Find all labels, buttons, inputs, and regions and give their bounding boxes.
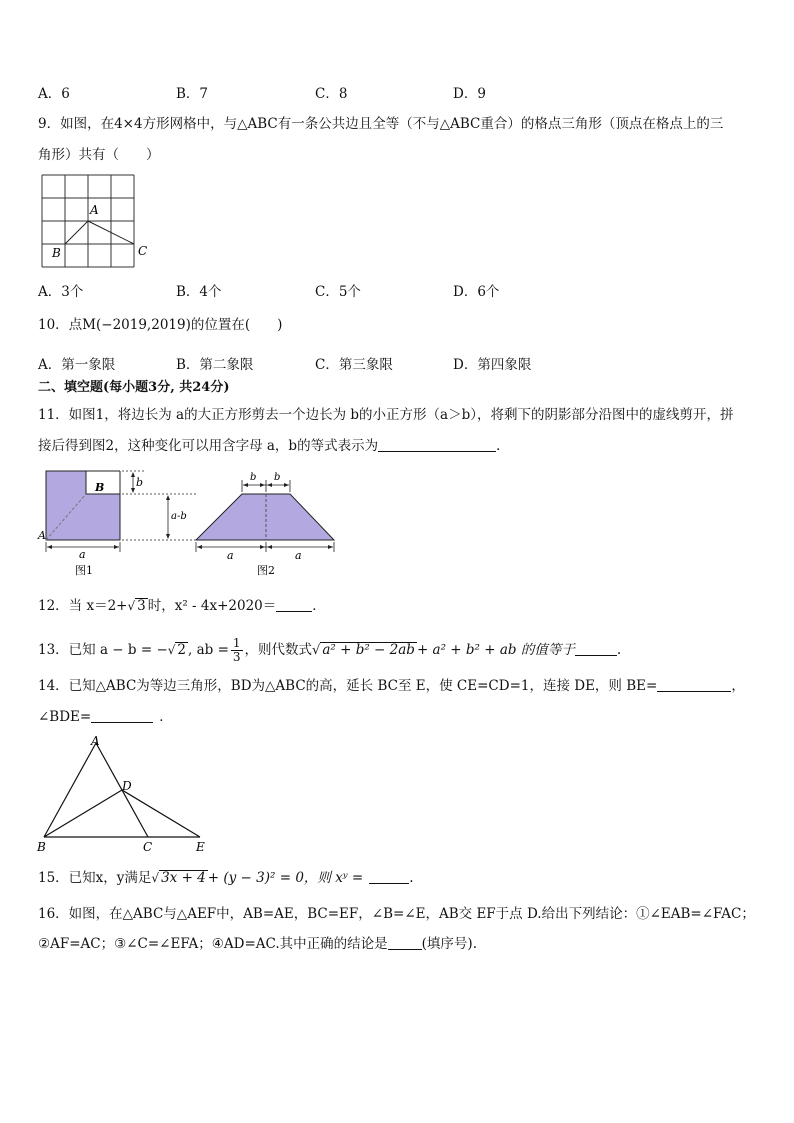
q13-numerator: 1 [232,636,241,650]
q9-text-line2: 角形）共有（ ） [38,147,160,163]
q16-line2-tail: (填序号). [421,936,477,952]
q14-text-line1 [38,676,745,696]
q8-option-b: B．7 [176,86,209,102]
q13-sqrt2: 2 [177,642,187,658]
fig1-label-a-minus-b: a-b [171,511,187,522]
q12-prefix: 12．当 x＝2+ [38,598,128,614]
q9-grid-figure [36,170,156,270]
q13-tail: + a² + b² + ab 的值等于 [416,642,575,658]
q12-mid: 时，x² - 4x+2020＝ [147,598,277,614]
q10-option-c: C．第三象限 [315,357,393,373]
q13-denominator: 3 [232,650,241,664]
q13-mid2: ，则代数式 [244,642,313,658]
q14-line2-period: ． [159,709,173,725]
section-2-heading: 二、填空题(每小题3分, 共24分) [38,380,230,395]
q15-prefix: 15．已知x，y满足 [38,870,152,886]
q9-option-c: C．5个 [315,284,361,300]
q16-text-line2 [38,934,477,954]
q9-options [38,280,758,300]
q14-answer-blank-be[interactable] [657,677,731,692]
q10-option-d: D．第四象限 [453,357,532,373]
q14-triangle-figure [34,733,224,857]
q11-figures [36,466,346,582]
q14-label-e: E [196,840,205,854]
fig2-label-b-left: b [250,472,257,483]
q8-options [38,82,758,102]
q8-option-c: C．8 [315,86,348,102]
q9-text-line1: 9．如图，在4×4方形网格中，与△ABC有一条公共边且全等（不与△ABC重合）的格点三角形（顶点在格点上的三 [38,116,724,132]
q13-suffix: . [616,642,622,658]
q15-sqrt: 3x + 4 [161,870,206,886]
fig2-label-b-right: b [274,472,281,483]
q16-answer-blank[interactable] [388,935,422,950]
fig1-label-a-side: a [79,548,86,561]
q13-sqrt-expr: a² + b² − 2ab [322,642,415,658]
fig1-caption: 图1 [75,564,93,577]
q10-text: 10．点M(−2019,2019)的位置在( ) [38,317,283,333]
q13-fraction [231,637,243,664]
q16-line2: ②AF=AC；③∠C=∠EFA；④AD=AC.其中正确的结论是 [38,936,388,952]
q12-answer-blank[interactable] [276,597,312,612]
q14-answer-blank-angle[interactable] [91,708,153,723]
q15-mid: + (y − 3)² = 0，则 xʸ = [207,870,364,886]
q16-text-line1: 16．如图，在△ABC与△AEF中，AB=AE，BC=EF，∠B=∠E，AB交 EF于点 D.给出下列结论：①∠EAB=∠FAC； [38,906,755,922]
q14-line1-comma: ， [731,678,745,694]
q14-line1: 14．已知△ABC为等边三角形，BD为△ABC的高，延长 BC至 E，使 CE=CD=1，连接 DE，则 BE= [38,678,658,694]
q13-answer-blank[interactable] [575,641,617,656]
q10-options [38,353,758,373]
q14-label-c: C [143,840,153,854]
q11-answer-blank[interactable] [378,437,496,452]
q14-line2: ∠BDE= [38,709,92,725]
q15-answer-blank[interactable] [369,869,409,884]
fig2-label-a-left: a [227,549,234,562]
q11-text-line2-part1: 接后得到图2，这种变化可以用含字母 a，b的等式表示为 [38,438,379,454]
fig1-label-b-side: b [136,476,144,489]
q10-option-b: B．第二象限 [176,357,254,373]
q14-label-b: B [37,840,46,854]
fig1-label-b-point: B [95,481,105,494]
q9-label-c: C [138,244,148,258]
q9-label-b: B [52,246,61,260]
q12-sqrt: 3 [137,598,146,614]
q11-text-line2-part2: ． [496,438,510,454]
q9-option-d: D．6个 [453,284,500,300]
q13-text: 13．已知 a − b = −√ 2 , ab = $\frac{1}{3}$ ，则代数式√ a² + b² − 2ab + a² + b² + ab 的值等于 . [38,636,622,664]
q10-option-a: A．第一象限 [38,357,116,373]
q14-label-d: D [122,779,132,793]
q13-prefix: 13．已知 a − b = − [38,642,168,658]
q9-label-a: A [90,203,99,217]
q13-mid1: , ab = [188,642,229,658]
q12-suffix: ． [312,598,326,614]
q9-option-a: A．3个 [38,284,84,300]
q8-option-a: A．6 [38,86,70,102]
q11-text-line2 [38,436,510,456]
fig2-caption: 图2 [257,564,275,577]
q15-suffix: . [409,870,414,886]
q14-label-a: A [91,734,100,748]
fig2-label-a-right: a [295,549,302,562]
q12-text: 12．当 x＝2+√ 3 时，x² - 4x+2020＝ ． [38,598,326,614]
q14-text-line2 [38,707,173,727]
q11-text-line1: 11．如图1，将边长为 a的大正方形剪去一个边长为 b的小正方形（a＞b），将剩下的阴影部分沿图中的虚线剪开，拼 [38,407,734,423]
q15-text: 15．已知x，y满足√ 3x + 4 + (y − 3)² = 0，则 xʸ = . [38,870,414,886]
fig1-label-a-point: A [38,529,46,542]
q9-option-b: B．4个 [176,284,222,300]
q8-option-d: D．9 [453,86,486,102]
